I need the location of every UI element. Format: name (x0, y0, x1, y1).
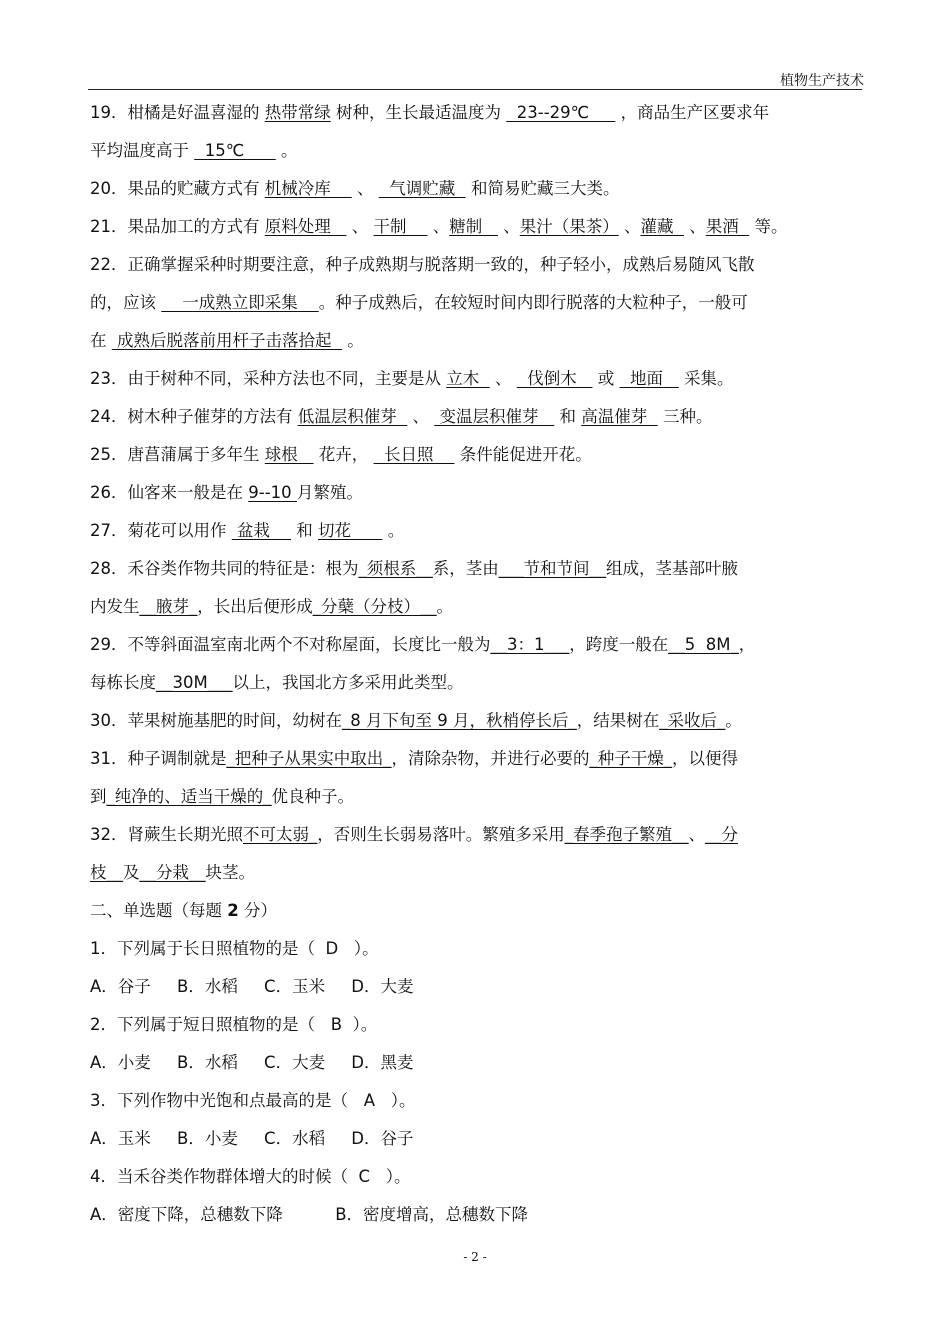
text-segment: 26．仙客来一般是在 (90, 483, 249, 502)
answer-blank: __3：1___ (490, 635, 570, 654)
text-segment: 29．不等斜面温室南北两个不对称屋面，长度比一般为 (90, 635, 491, 654)
answer-blank: _分蘖（分枝）__ (312, 597, 437, 616)
answer-blank: _纯净的、适当干燥的_ (106, 787, 272, 806)
text-segment: 内发生 (90, 597, 140, 616)
answer-blank: 23--29℃ (506, 103, 616, 122)
answer-blank: __分 (705, 825, 738, 844)
text-line (90, 360, 862, 398)
answer-blank: _采收后_ (659, 711, 726, 730)
text-line (90, 854, 862, 892)
text-segment: 每栋长度 (90, 673, 156, 692)
answer-blank: _春季孢子繁殖__ (564, 825, 689, 844)
text-segment: 21．果品加工的方式有 (90, 217, 265, 236)
answer-blank: 气调贮藏 (378, 179, 466, 198)
text-line (90, 550, 862, 588)
answer-blank: __5 8M_ (668, 635, 739, 654)
text-segment: 块茎。 (205, 863, 255, 882)
text-segment: ，以便得 (672, 749, 738, 768)
text-segment: 、 (688, 825, 705, 844)
text-segment: 、 (489, 369, 517, 388)
text-segment: 。 (275, 141, 298, 160)
answer-blank: 不可太弱_ (243, 825, 318, 844)
text-segment: 。 (725, 711, 742, 730)
text-segment: 月繁殖。 (296, 483, 363, 502)
text-line (90, 1196, 862, 1234)
bold-text: 2 (227, 901, 239, 920)
answer-blank: 盆栽 (231, 521, 291, 540)
text-segment: 花卉， (313, 445, 374, 464)
text-segment: ，长出后便形成 (197, 597, 313, 616)
answer-blank: 地面 (619, 369, 679, 388)
text-segment: 22．正确掌握采种时期要注意，种子成熟期与脱落期一致的，种子轻小，成熟后易随风飞散 (90, 255, 755, 274)
text-segment: 、 (351, 179, 379, 198)
answer-blank: 糖制 (449, 217, 498, 236)
header-rule (88, 89, 862, 90)
text-segment: ，结果树在 (576, 711, 660, 730)
answer-blank: _8 月下旬至 9 月，秋梢停长后_ (342, 711, 577, 730)
document-body (90, 94, 862, 1234)
text-line (90, 1082, 862, 1120)
answer-blank: 长日照 (373, 445, 455, 464)
text-segment: 。 (382, 521, 405, 540)
answer-blank: 果汁（果茶） (519, 217, 619, 236)
answer-blank: 高温催芽 (581, 407, 658, 426)
text-line (90, 1120, 862, 1158)
answer-blank: 立木 (446, 369, 490, 388)
text-segment: 23．由于树种不同，采种方法也不同，主要是从 (90, 369, 447, 388)
text-segment: A．玉米 B．小麦 C．水稻 D．谷子 (90, 1129, 414, 1148)
header-title: 植物生产技术 (780, 73, 864, 89)
text-segment: ， (738, 635, 756, 654)
text-segment: ，跨度一般在 (569, 635, 669, 654)
text-segment: 三种。 (657, 407, 713, 426)
text-segment: 31．种子调制就是 (90, 749, 227, 768)
text-segment: 二、单选题（每题 (90, 901, 228, 920)
text-line (90, 132, 862, 170)
answer-blank: 一成熟立即采集 (161, 293, 319, 312)
text-line (90, 474, 862, 512)
text-line (90, 892, 862, 930)
answer-blank: __分栽__ (139, 863, 206, 882)
text-segment: 。 (436, 597, 453, 616)
text-segment: 、 (427, 217, 450, 236)
text-segment: 、 (683, 217, 706, 236)
text-segment: 2．下列属于短日照植物的是（ B ）。 (90, 1015, 378, 1034)
text-segment: 系，茎由 (432, 559, 499, 578)
text-line (90, 664, 862, 702)
text-segment: 3．下列作物中光饱和点最高的是（ A ）。 (90, 1091, 416, 1110)
text-line (90, 94, 862, 132)
text-line (90, 322, 862, 360)
text-segment: A．谷子 B．水稻 C．玉米 D．大麦 (90, 977, 414, 996)
answer-blank: 干制 (373, 217, 428, 236)
text-segment: 条件能促进开花。 (454, 445, 592, 464)
answer-blank: _须根系__ (358, 559, 433, 578)
text-line (90, 398, 862, 436)
text-segment: 、 (618, 217, 641, 236)
text-line (90, 702, 862, 740)
text-segment: 平均温度高于 (90, 141, 195, 160)
answer-blank: __30M___ (156, 673, 233, 692)
answer-blank: 原料处理 (264, 217, 347, 236)
text-segment: 、 (346, 217, 374, 236)
answer-blank: 果酒 (705, 217, 750, 236)
text-segment: 4．当禾谷类作物群体增大的时候（ C ）。 (90, 1167, 411, 1186)
text-line (90, 1006, 862, 1044)
text-segment: A．小麦 B．水稻 C．大麦 D．黑麦 (90, 1053, 414, 1072)
answer-blank: __腋芽_ (139, 597, 198, 616)
text-segment: 、 (407, 407, 435, 426)
text-segment: 。 (342, 331, 364, 350)
text-segment: 在 (90, 331, 112, 350)
text-segment: 。种子成熟后，在较短时间内即行脱落的大粒种子，一般可 (318, 293, 748, 312)
text-line (90, 778, 862, 816)
text-segment: 等。 (749, 217, 788, 236)
text-line (90, 816, 862, 854)
text-segment: 树种，生长最适温度为 (330, 103, 507, 122)
answer-blank: 9--10 (248, 483, 297, 502)
text-segment: 采集。 (678, 369, 734, 388)
text-line (90, 740, 862, 778)
text-segment: 组成，茎基部叶腋 (606, 559, 738, 578)
text-segment: 和简易贮藏三大类。 (465, 179, 620, 198)
text-segment: 分） (238, 901, 277, 920)
text-line (90, 284, 862, 322)
text-segment: 25．唐菖蒲属于多年生 (90, 445, 265, 464)
answer-blank: 枝__ (90, 863, 123, 882)
text-line (90, 1044, 862, 1082)
text-segment: 和 (290, 521, 318, 540)
text-line (90, 588, 862, 626)
text-segment: 32．肾蕨生长期光照 (90, 825, 243, 844)
answer-blank: 灌藏 (640, 217, 684, 236)
text-segment: 或 (592, 369, 620, 388)
text-line (90, 170, 862, 208)
text-segment: A．密度下降，总穗数下降 B．密度增高，总穗数下降 (90, 1205, 529, 1224)
text-segment: 30．苹果树施基肥的时间，幼树在 (90, 711, 342, 730)
text-segment: 的，应该 (90, 293, 162, 312)
answer-blank: 成熟后脱落前用杆子击落拾起 (111, 331, 342, 350)
text-segment: 20．果品的贮藏方式有 (90, 179, 265, 198)
answer-blank: _种子干燥_ (589, 749, 672, 768)
page-number: - 2 - (463, 1250, 487, 1264)
text-segment: ，否则生长弱易落叶。繁殖多采用 (317, 825, 565, 844)
text-line (90, 512, 862, 550)
text-line (90, 626, 862, 664)
text-line (90, 436, 862, 474)
text-segment: 、 (497, 217, 520, 236)
text-segment: 24．树木种子催芽的方法有 (90, 407, 298, 426)
text-segment: ，清除杂物，并进行必要的 (391, 749, 590, 768)
text-line (90, 1158, 862, 1196)
text-line (90, 930, 862, 968)
answer-blank: 15℃ (194, 141, 276, 160)
text-segment: 19．柑橘是好温喜湿的 (90, 103, 265, 122)
answer-blank: 球根 (264, 445, 314, 464)
answer-blank: 变温层积催芽 (434, 407, 555, 426)
answer-blank: ___节和节间__ (498, 559, 606, 578)
text-segment: 以上，我国北方多采用此类型。 (232, 673, 464, 692)
answer-blank: 热带常绿 (264, 103, 331, 122)
text-segment: 及 (123, 863, 140, 882)
answer-blank: 伐倒木 (516, 369, 593, 388)
answer-blank: 切花 (317, 521, 383, 540)
text-segment: ，商品生产区要求年 (615, 103, 770, 122)
answer-blank: 低温层积催芽 (297, 407, 408, 426)
answer-blank: _把种子从果实中取出_ (226, 749, 392, 768)
text-segment: 优良种子。 (271, 787, 354, 806)
answer-blank: 机械冷库 (264, 179, 352, 198)
text-line (90, 246, 862, 284)
text-segment: 27．菊花可以用作 (90, 521, 232, 540)
text-segment: 1．下列属于长日照植物的是（ D ）。 (90, 939, 379, 958)
text-segment: 28．禾谷类作物共同的特征是：根为 (90, 559, 359, 578)
text-line (90, 208, 862, 246)
text-segment: 和 (554, 407, 582, 426)
text-segment: 到 (90, 787, 107, 806)
text-line (90, 968, 862, 1006)
